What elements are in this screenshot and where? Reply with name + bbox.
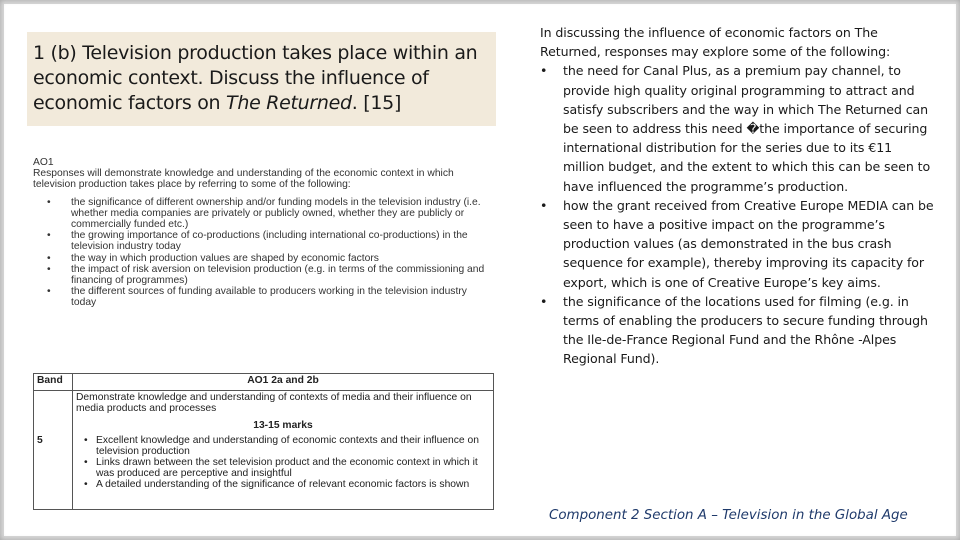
band-criterion: • Excellent knowledge and understanding of economic contexts and their influence on television production [76, 435, 490, 457]
question-title: The Returned [226, 92, 352, 114]
band-content [73, 390, 494, 509]
ao1-item: • the impact of risk aversion on television production (e.g. in terms of the commissioning and financing of programmes) [33, 264, 488, 286]
ao-header: AO1 2a and 2b [73, 374, 494, 391]
question-suffix: . [15] [351, 92, 402, 114]
discussion-item: • how the grant received from Creative Europe MEDIA can be seen to have a positive impact on the programme’s production values (as demonstrated in the bus crash sequence for example), thereby improving its capacity for export, which is one of Creative Europe’s key aims. [540, 196, 935, 292]
ao1-title: AO1 [33, 157, 54, 168]
band-table-header [34, 374, 494, 391]
question-box [27, 32, 496, 126]
ao1-intro: Responses will demonstrate knowledge and understanding of the economic context in which television production takes place by referring to some of the following: [33, 168, 454, 191]
ao1-item: • the different sources of funding available to producers working in the television industry today [33, 286, 488, 308]
band-header: Band [34, 374, 73, 391]
band-criteria-list [76, 435, 490, 490]
band-marks: 13-15 marks [253, 419, 313, 431]
band-criterion: • Links drawn between the set television product and the economic context in which it was produced are perceptive and insightful [76, 457, 490, 479]
question-text [33, 41, 490, 116]
band-table-row [34, 390, 494, 509]
band-description: Demonstrate knowledge and understanding of contexts of media and their influence on media products and processes [76, 391, 472, 414]
band-criterion: • A detailed understanding of the significance of relevant economic factors is shown [76, 479, 490, 490]
question-prefix: 1 (b) Television production takes place within an economic context. Discuss the influence of economic factors on [33, 42, 478, 114]
band-number: 5 [34, 390, 73, 509]
ao1-list [33, 197, 488, 309]
discussion-points [540, 23, 935, 369]
discussion-list [540, 61, 935, 368]
band-table [33, 373, 494, 510]
ao1-item: • the significance of different ownership and/or funding models in the television industry (i.e. whether media companies are privately or publicly owned, whether they are publicly or commercially funded etc.) [33, 197, 488, 231]
discussion-item: • the significance of the locations used for filming (e.g. in terms of enabling the producers to secure funding through the Ile-de-France Regional Fund and the Rhône -Alpes Regional Fund). [540, 292, 935, 369]
ao1-item: • the growing importance of co-productions (including international co-productions) in the television industry today [33, 230, 488, 252]
discussion-intro: In discussing the influence of economic factors on The Returned, responses may explore some of the following: [540, 25, 891, 60]
ao1-item: • the way in which production values are shaped by economic factors [33, 253, 488, 264]
ao1-block [33, 157, 488, 309]
footer-caption: Component 2 Section A – Television in the Global Age [549, 508, 908, 523]
discussion-item: • the need for Canal Plus, as a premium pay channel, to provide high quality original programming to attract and satisfy subscribers and the way in which The Returned can be seen to address this need �the importance of securing international distribution for the series due to its €11 million budget, and the extent to which this can be seen to have influenced the programme’s production. [540, 61, 935, 195]
